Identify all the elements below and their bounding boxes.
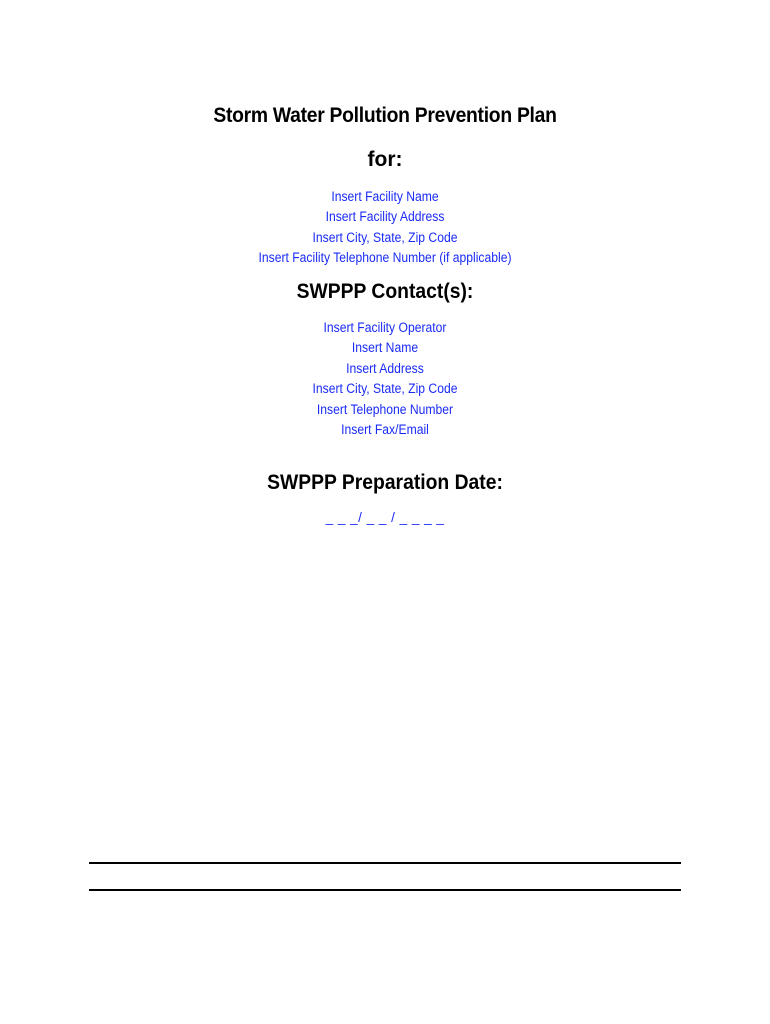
preparation-date-field[interactable]: _ _ _/ _ _ / _ _ _ _ [325, 510, 445, 525]
facility-address-placeholder[interactable]: Insert Facility Address [325, 209, 445, 225]
facility-name-placeholder[interactable]: Insert Facility Name [331, 189, 439, 204]
facility-operator-placeholder[interactable]: Insert Facility Operator [323, 320, 447, 335]
horizontal-rule-bottom [89, 889, 681, 891]
contacts-heading: SWPPP Contact(s): [296, 280, 474, 303]
preparation-date-heading: SWPPP Preparation Date: [267, 471, 503, 494]
contact-city-state-zip-placeholder[interactable]: Insert City, State, Zip Code [312, 381, 458, 397]
contact-telephone-placeholder[interactable]: Insert Telephone Number [316, 401, 454, 417]
facility-city-state-zip-placeholder[interactable]: Insert City, State, Zip Code [312, 229, 458, 245]
contact-address-placeholder[interactable]: Insert Address [346, 360, 424, 376]
contacts-info-block [0, 318, 770, 440]
document-title: Storm Water Pollution Prevention Plan [213, 104, 557, 127]
contact-name-placeholder[interactable]: Insert Name [351, 340, 419, 356]
facility-info-block [0, 187, 770, 269]
horizontal-rule-top [89, 862, 681, 864]
for-label: for: [367, 148, 403, 171]
facility-telephone-placeholder[interactable]: Insert Facility Telephone Number (if applicable) [258, 250, 512, 266]
contact-fax-email-placeholder[interactable]: Insert Fax/Email [341, 422, 429, 438]
